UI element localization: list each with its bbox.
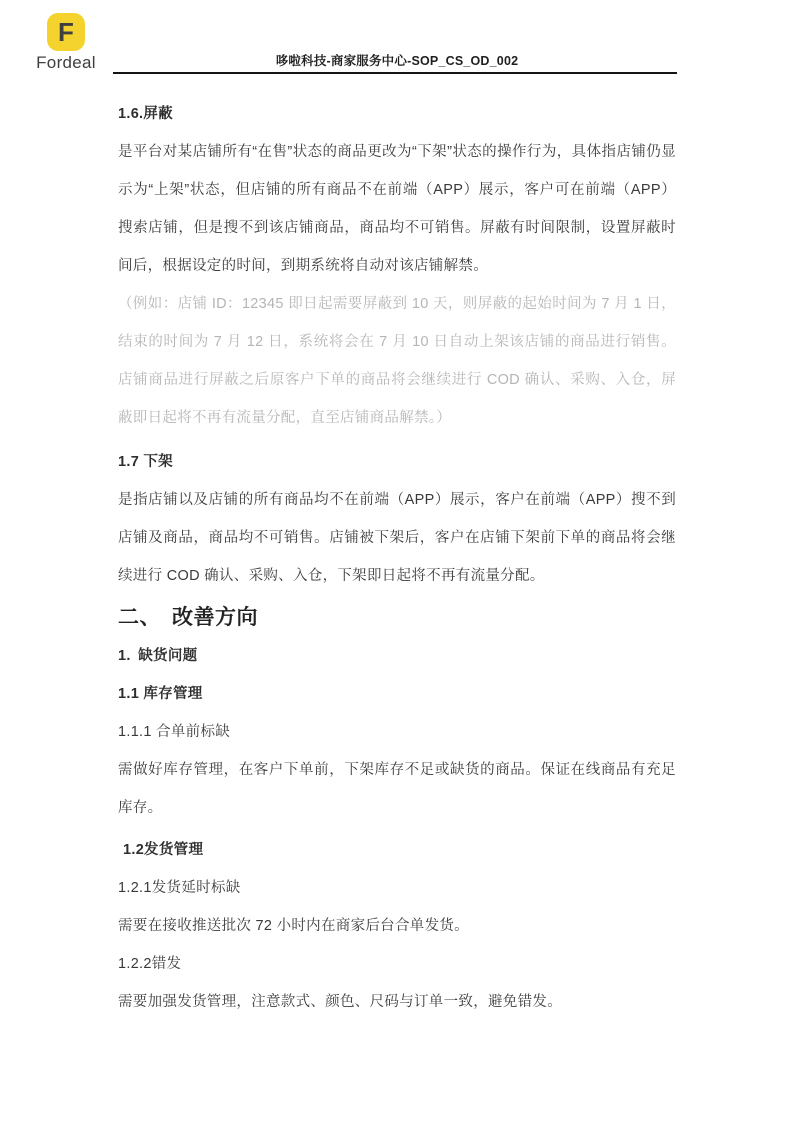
document-header-title: 哆啦科技-商家服务中心-SOP_CS_OD_002 xyxy=(275,54,519,68)
heading-1-7-delist: 1.7 下架 xyxy=(118,454,173,470)
heading-1-2-2-wrong-ship: 1.2.2错发 xyxy=(118,956,182,972)
para-1-6-blocking: 是平台对某店铺所有“在售”状态的商品更改为“下架”状态的操作行为，具体指店铺仍显示为“上架”状态，但店铺的所有商品不在前端（APP）展示，客户可在前端（APP）搜索店铺，但是搜不到该店铺商品，商品均不可销售。屏蔽有时间限制，设置屏蔽时间后，根据设定的时间，到期系统将自动对该店铺解禁。 xyxy=(118,144,676,274)
para-inventory: 需做好库存管理，在客户下单前，下架库存不足或缺货的商品。保证在线商品有充足库存。 xyxy=(118,762,676,816)
heading-shortage-issue: 1. 缺货问题 xyxy=(118,648,198,664)
para-blocking-example: （例如：店铺 ID：12345 即日起需要屏蔽到 10 天，则屏蔽的起始时间为 7 月 1 日，结束的时间为 7 月 12 日，系统将会在 7 月 10 日自动上架该店铺的商品进行销售。店铺商品进行屏蔽之后原客户下单的商品将会继续进行 COD 确认、采购、入仓，屏蔽即日起将不再有流量分配，直至店铺商品解禁。） xyxy=(118,296,676,426)
para-shipping-deadline: 需要在接收推送批次 72 小时内在商家后台合单发货。 xyxy=(118,918,469,934)
heading-improvement: 二、 改善方向 xyxy=(118,606,258,629)
para-wrong-shipment: 需要加强发货管理，注意款式、颜色、尺码与订单一致，避免错发。 xyxy=(118,994,562,1010)
heading-1-6-blocking: 1.6.屏蔽 xyxy=(118,106,173,122)
heading-1-2-1-delay: 1.2.1发货延时标缺 xyxy=(118,880,241,896)
heading-1-1-inventory: 1.1 库存管理 xyxy=(118,686,203,702)
para-1-7-delist: 是指店铺以及店铺的所有商品均不在前端（APP）展示，客户在前端（APP）搜不到店铺及商品，商品均不可销售。店铺被下架后，客户在店铺下架前下单的商品将会继续进行 COD 确认、采购、入仓，下架即日起将不再有流量分配。 xyxy=(118,492,676,584)
document-body xyxy=(118,0,676,1021)
logo-letter: F xyxy=(58,16,74,47)
heading-1-1-1-premerge: 1.1.1 合单前标缺 xyxy=(118,724,231,740)
heading-1-2-shipping: 1.2发货管理 xyxy=(123,842,204,858)
brand-wordmark: Fordeal xyxy=(36,53,96,72)
fordeal-logo-icon xyxy=(47,13,85,51)
